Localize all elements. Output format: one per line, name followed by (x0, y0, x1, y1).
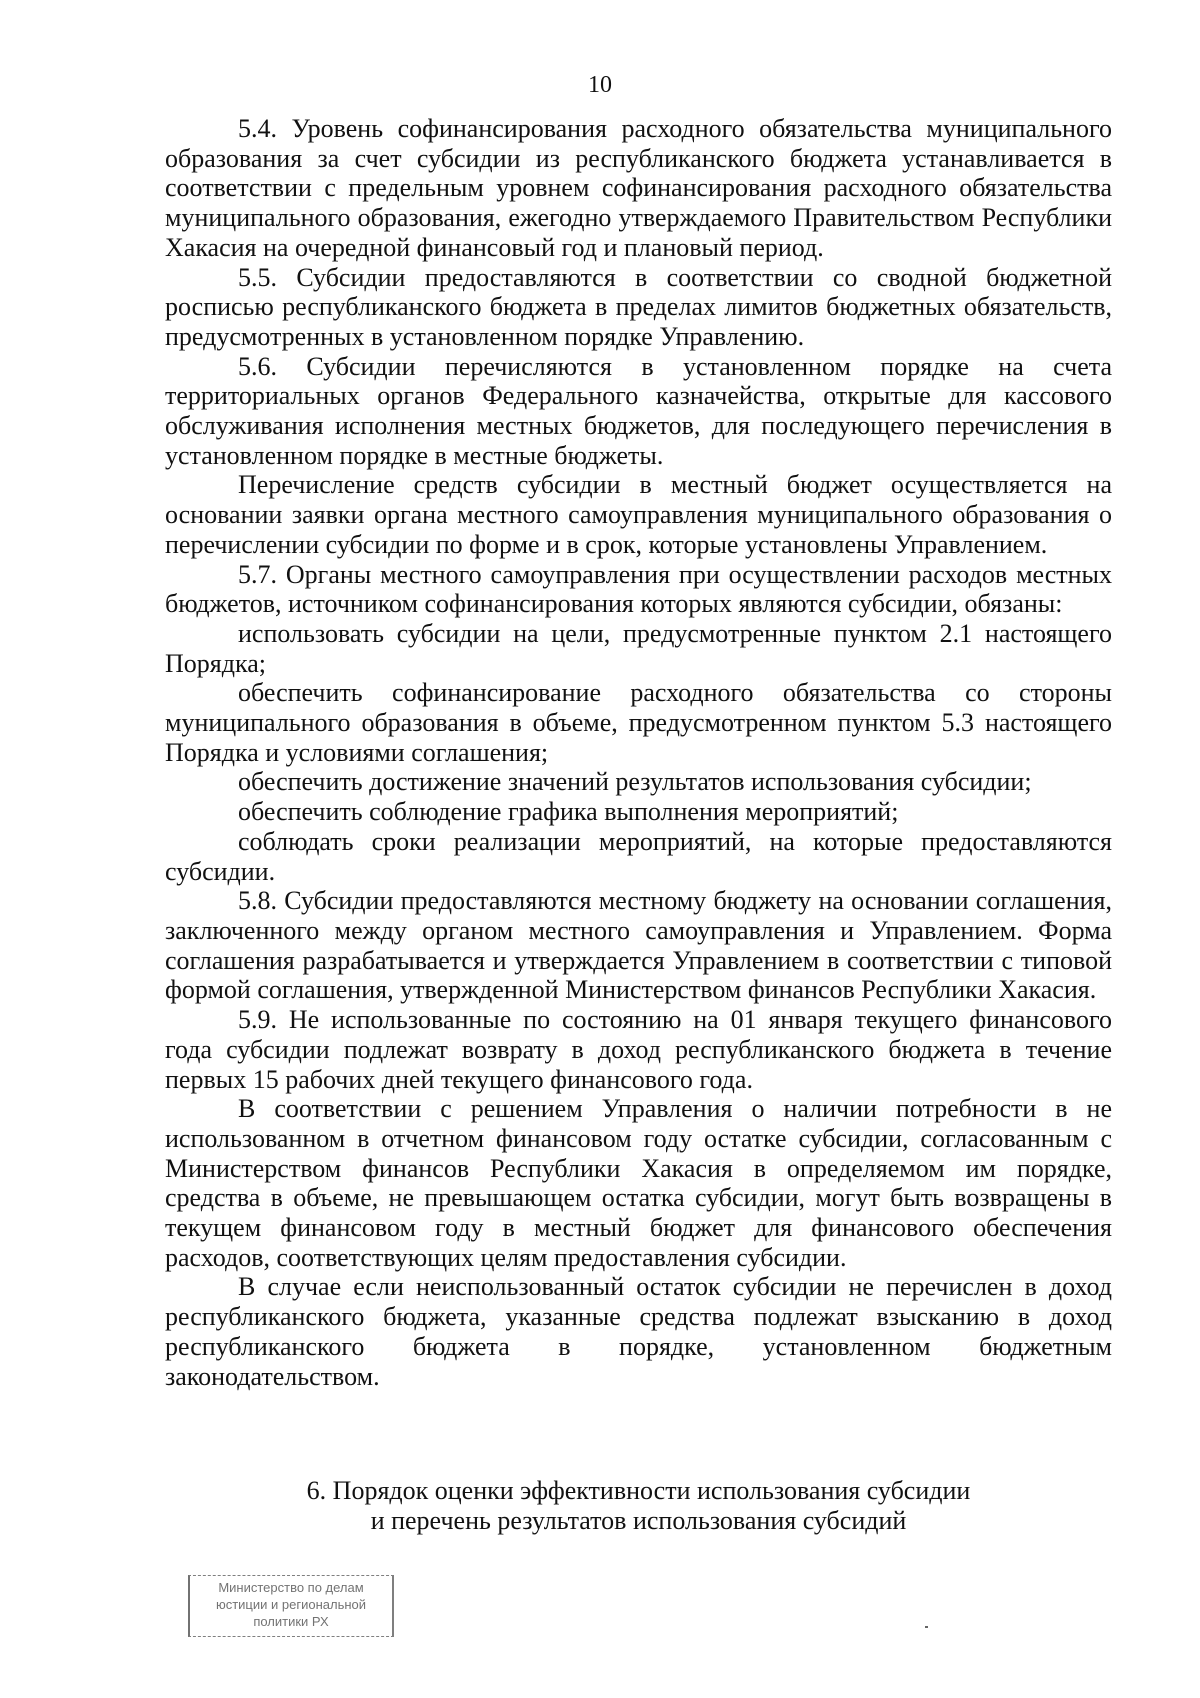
paragraph-5-8: 5.8. Субсидии предоставляются местному бюджету на основании соглашения, заключенного между органом местного самоуправления и Управлением. Форма соглашения разрабатывается и утверждается Управлением в соответствии с типовой формой соглашения, утвержденной Министерством финансов Республики Хакасия. (165, 886, 1112, 1005)
registration-stamp (188, 1575, 394, 1637)
paragraph-5-9: 5.9. Не использованные по состоянию на 01 января текущего финансового года субсидии подлежат возврату в доход республиканского бюджета в течение первых 15 рабочих дней текущего финансового года. (165, 1005, 1112, 1094)
obligation-item: обеспечить достижение значений результатов использования субсидии; (238, 767, 1032, 797)
paragraph-5-5: 5.5. Субсидии предоставляются в соответствии со сводной бюджетной росписью республиканского бюджета в пределах лимитов бюджетных обязательств, предусмотренных в установленном порядке Управлению. (165, 262, 1112, 351)
section-heading-line: 6. Порядок оценки эффективности использования субсидии (306, 1476, 971, 1505)
paragraph-recovery: В случае если неиспользованный остаток субсидии не перечислен в доход республиканского бюджета, указанные средства подлежат взысканию в доход республиканского бюджета в порядке, установленном бюджетным законодательством. (165, 1272, 1112, 1391)
stamp-line: Министерство по делам (218, 1580, 364, 1595)
obligation-item: обеспечить софинансирование расходного обязательства со стороны муниципального образования в объеме, предусмотренном пунктом 5.3 настоящего Порядка и условиями соглашения; (165, 678, 1112, 767)
obligation-item: соблюдать сроки реализации мероприятий, на которые предоставляются субсидии. (165, 826, 1112, 886)
section-heading-line: и перечень результатов использования субсидий (370, 1506, 907, 1535)
paragraph-5-4: 5.4. Уровень софинансирования расходного обязательства муниципального образования за счет субсидии из республиканского бюджета устанавливается в соответствии с предельным уровнем софинансирования расходного обязательства муниципального образования, ежегодно утверждаемого Правительством Республики Хакасия на очередной финансовый год и плановый период. (165, 114, 1112, 262)
paragraph-return: В соответствии с решением Управления о наличии потребности в не использованном в отчетном финансовом году остатке субсидии, согласованным с Министерством финансов Республики Хакасия в определяемом им порядке, средства в объеме, не превышающем остатка субсидии, могут быть возвращены в текущем финансовом году в местный бюджет для финансового обеспечения расходов, соответствующих целям предоставления субсидии. (165, 1094, 1112, 1272)
stamp-line: политики РХ (253, 1614, 329, 1629)
stamp-line: юстиции и региональной (215, 1597, 367, 1612)
section-6-heading (165, 1476, 1112, 1536)
obligation-item: обеспечить соблюдение графика выполнения мероприятий; (238, 797, 899, 827)
obligation-item: использовать субсидии на цели, предусмотренные пунктом 2.1 настоящего Порядка; (165, 618, 1112, 678)
scan-speck (925, 1626, 928, 1628)
paragraph-5-7: 5.7. Органы местного самоуправления при осуществлении расходов местных бюджетов, источником софинансирования которых являются субсидии, обязаны: (165, 559, 1112, 619)
document-body (165, 114, 1112, 1391)
paragraph-transfer: Перечисление средств субсидии в местный бюджет осуществляется на основании заявки органа местного самоуправления муниципального образования о перечислении субсидии по форме и в срок, которые установлены Управлением. (165, 470, 1112, 559)
paragraph-5-6: 5.6. Субсидии перечисляются в установленном порядке на счета территориальных органов Федерального казначейства, открытые для кассового обслуживания исполнения местных бюджетов, для последующего перечисления в установленном порядке в местные бюджеты. (165, 351, 1112, 470)
page-number: 10 (588, 72, 612, 98)
